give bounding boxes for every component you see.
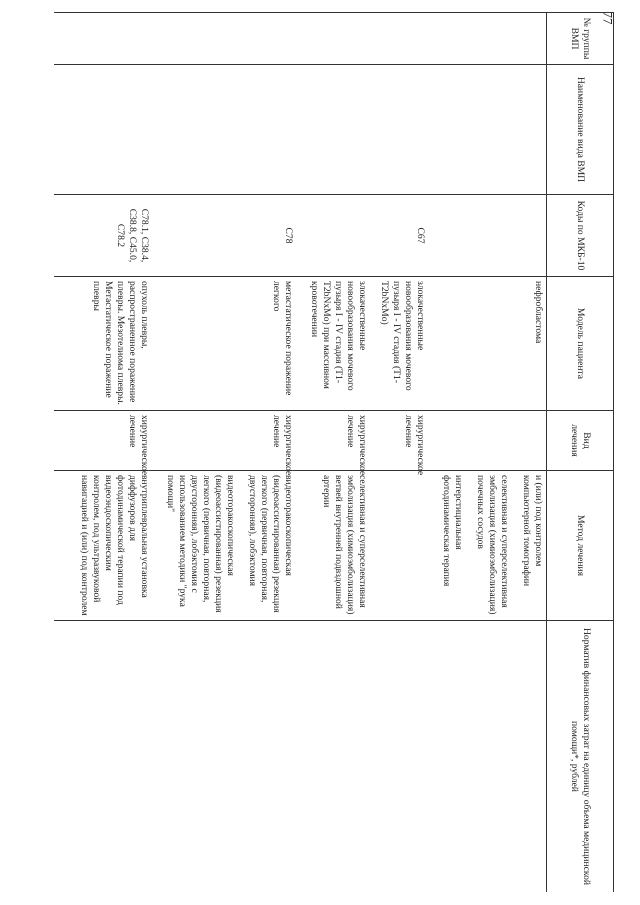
cell-treatment-type: хирургическое лечение xyxy=(296,411,370,471)
cell-vmp-name xyxy=(370,65,428,195)
header-icd-codes: Коды по МКБ-10 xyxy=(547,195,614,277)
cell-treatment-method xyxy=(152,471,296,621)
method-item: и (или) под контролем компьютерной томографии xyxy=(521,475,544,587)
cell-icd-codes xyxy=(296,195,370,277)
page-number: 77 xyxy=(600,11,616,25)
cell-group-no xyxy=(54,13,152,65)
header-treatment-type: Вид лечения xyxy=(547,411,614,471)
vmp-table xyxy=(54,12,614,892)
method-item: видеоторакоскопическая (видеоассистированная) резекция легкого (первичная, повторная, двусторонняя), лобэктомия xyxy=(247,475,295,613)
cell-group-no xyxy=(428,13,546,65)
cell-patient-model: метастатическое поражение легкого xyxy=(152,277,296,411)
cell-treatment-type: хирургическое лечение xyxy=(54,411,152,471)
table-row xyxy=(370,13,428,893)
table-row xyxy=(428,13,546,893)
cell-treatment-type: хирургическое лечение xyxy=(152,411,296,471)
cell-group-no xyxy=(370,13,428,65)
cell-treatment-method xyxy=(428,471,546,621)
cell-group-no xyxy=(296,13,370,65)
table-row xyxy=(296,13,370,893)
table-row xyxy=(54,13,152,893)
cell-cost-norm xyxy=(370,621,428,893)
table-frame xyxy=(54,12,614,892)
header-patient-model: Модель пациента xyxy=(547,277,614,411)
method-item: селективная и суперселективная эмболизация (химиоэмболизация) почечных сосудов xyxy=(475,475,511,615)
header-treatment-method: Метод лечения xyxy=(547,471,614,621)
cell-patient-model: нефробластома xyxy=(428,277,546,411)
cell-treatment-type: хирургическое лечение xyxy=(370,411,428,471)
cell-patient-model: злокачественные новообразования мочевого пузыря I - IV стадия (Т1-Т2bNxMo) при массивном кровотечении xyxy=(296,277,370,411)
cell-vmp-name xyxy=(152,65,296,195)
cell-cost-norm xyxy=(152,621,296,893)
rotated-table-container xyxy=(54,12,614,892)
cell-patient-model: злокачественные новообразования мочевого пузыря I - IV стадия (Т1-Т2bNxMo) xyxy=(370,277,428,411)
header-vmp-name: Наименование вида ВМП xyxy=(547,65,614,195)
method-item: интерстициальная фотодинамическая терапия xyxy=(441,475,465,587)
cell-group-no xyxy=(152,13,296,65)
cell-icd-codes: С78.1, С38.4, С38.8, С45.0, С78.2 xyxy=(54,195,152,277)
table-row xyxy=(152,13,296,893)
cell-cost-norm xyxy=(296,621,370,893)
cell-treatment-method xyxy=(54,471,152,621)
cell-patient-model: опухоль плевры, распространенное поражение плевры. Мезотелиома плевры. Метастатическое поражение плевры xyxy=(54,277,152,411)
method-item: селективная и суперселективная эмболизация (химиоэмболизация) ветвей внутренней подвздошной артерии xyxy=(321,475,369,615)
cell-icd-codes xyxy=(428,195,546,277)
cell-vmp-name xyxy=(296,65,370,195)
header-group-no: № группы ВМП xyxy=(547,13,614,65)
method-item: видеоторакоскопическая (видеоассистированная) резекция легкого (первичная, повторная, двусторонняя), лобэктомия с использованием методики "рука помощи" xyxy=(165,475,237,613)
cell-icd-codes: С78 xyxy=(152,195,296,277)
cell-treatment-method xyxy=(370,471,428,621)
cell-vmp-name xyxy=(54,65,152,195)
method-item: внутриплевральная установка диффузоров для фотодинамической терапии под видеоэндоскопическим контролем, под ультразвуковой навигацией и (или) под контролем xyxy=(79,475,151,616)
cell-vmp-name xyxy=(428,65,546,195)
header-cost-norm: Норматив финансовых затрат на единицу объема медицинской помощи*, рублей xyxy=(547,621,614,893)
cell-cost-norm xyxy=(428,621,546,893)
cell-treatment-method xyxy=(296,471,370,621)
cell-treatment-type xyxy=(428,411,546,471)
cell-cost-norm xyxy=(54,621,152,893)
cell-icd-codes: С67 xyxy=(370,195,428,277)
table-header-row xyxy=(547,13,614,893)
